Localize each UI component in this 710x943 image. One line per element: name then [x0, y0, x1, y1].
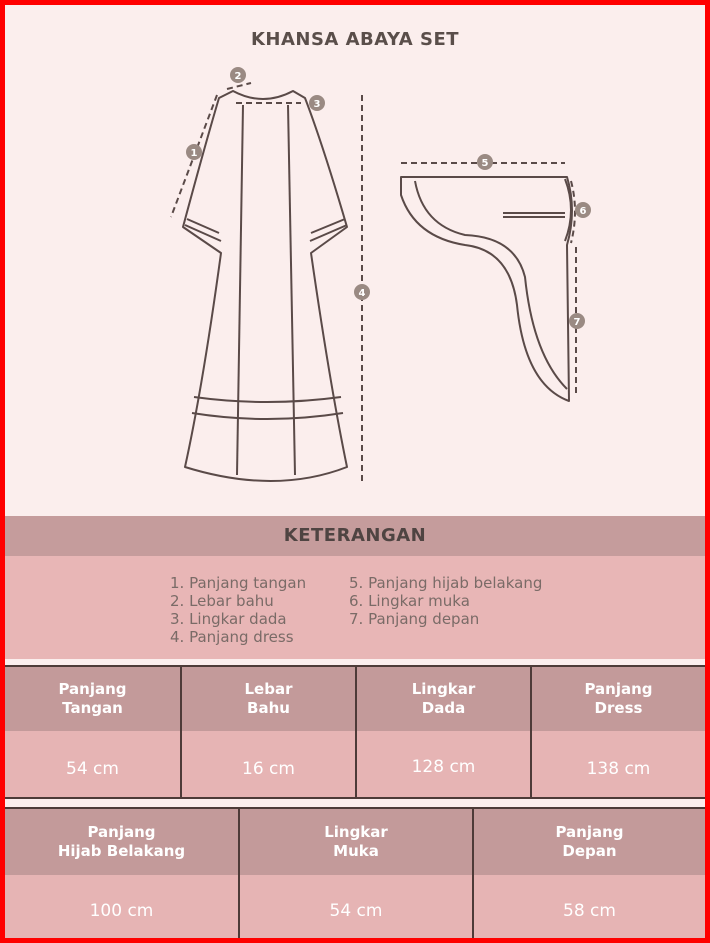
keterangan-item: 3. Lingkar dada [170, 610, 287, 628]
sleeve-cuff-left [185, 219, 221, 241]
table1-header: Lingkar Dada [357, 667, 530, 731]
table1-col-lingkar-dada [355, 667, 530, 797]
marker-5-label: 5 [481, 158, 489, 169]
table1-col-panjang-tangan [5, 667, 180, 797]
keterangan-item: 4. Panjang dress [170, 628, 294, 646]
table2-value: 100 cm [89, 901, 154, 921]
keterangan-column-left [170, 574, 306, 646]
keterangan-item: 6. Lingkar muka [349, 592, 470, 610]
table1-header: Panjang Dress [532, 667, 705, 731]
marker-6-label: 6 [579, 206, 587, 217]
hijab-face-opening [503, 213, 565, 217]
marker-7-label: 7 [573, 317, 581, 328]
table2-header: Panjang Depan [474, 809, 705, 875]
keterangan-column-right [349, 574, 542, 628]
hem-band-2 [192, 413, 343, 419]
measure-line-2 [227, 83, 251, 89]
table1-col-lebar-bahu [180, 667, 355, 797]
abaya-front-line-left [237, 105, 243, 475]
table1-value: 138 cm [586, 759, 651, 779]
page-frame [5, 5, 705, 938]
table1-value: 16 cm [242, 759, 295, 779]
size-table-2 [5, 809, 705, 938]
abaya-outline [183, 91, 347, 481]
table2-header: Lingkar Muka [240, 809, 472, 875]
table2-col-panjang-depan [472, 809, 705, 938]
table2-col-lingkar-muka [238, 809, 472, 938]
measure-markers [186, 67, 591, 329]
keterangan-item: 2. Lebar bahu [170, 592, 274, 610]
keterangan-item: 1. Panjang tangan [170, 574, 307, 592]
keterangan-item: 7. Panjang depan [349, 610, 480, 628]
hem-band-1 [194, 397, 341, 402]
table1-header: Panjang Tangan [5, 667, 180, 731]
marker-4-label: 4 [358, 288, 366, 299]
keterangan-heading-bar [5, 516, 705, 556]
marker-3-label: 3 [313, 99, 321, 110]
table1-header: Lebar Bahu [182, 667, 355, 731]
table1-value: 128 cm [411, 757, 476, 777]
abaya-illustration [5, 5, 705, 505]
size-table-1 [5, 667, 705, 797]
keterangan-item: 5. Panjang hijab belakang [349, 574, 543, 592]
page-title: KHANSA ABAYA SET [250, 29, 460, 50]
table2-header: Panjang Hijab Belakang [5, 809, 238, 875]
table2-value: 58 cm [563, 901, 616, 921]
table1-value: 54 cm [66, 759, 119, 779]
table2-value: 54 cm [329, 901, 383, 921]
keterangan-list [5, 556, 705, 659]
table1-col-panjang-dress [530, 667, 705, 797]
marker-1-label: 1 [190, 148, 198, 159]
keterangan-heading: KETERANGAN [283, 525, 427, 546]
table2-col-panjang-hijab-belakang [5, 809, 238, 938]
marker-2-label: 2 [234, 71, 242, 82]
separator [5, 799, 705, 807]
